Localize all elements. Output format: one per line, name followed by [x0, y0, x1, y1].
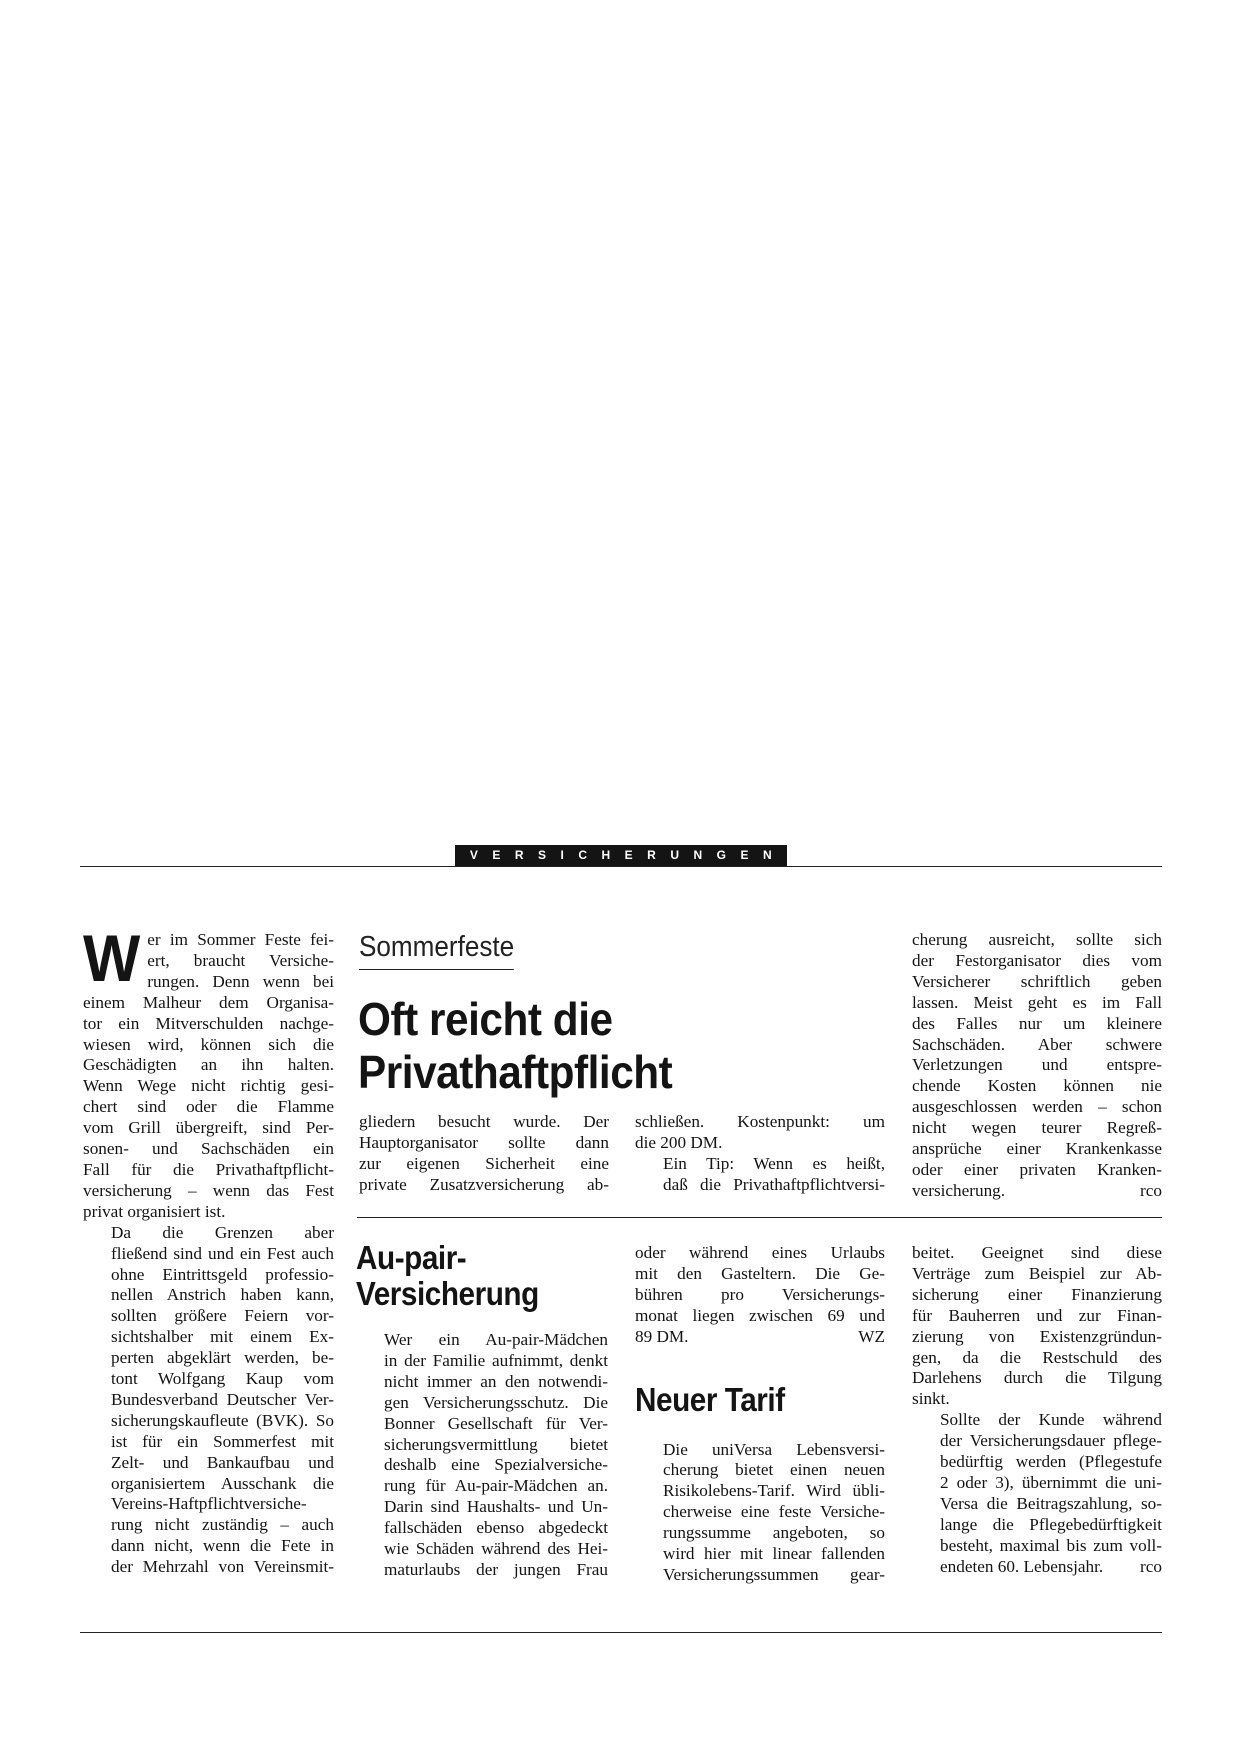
text-line: Hauptorganisator sollte dann	[359, 1132, 609, 1152]
text-line: rungssumme angeboten, so	[663, 1523, 885, 1543]
text-line: sicherungsvermittlung bietet	[384, 1434, 608, 1454]
text-line: rung nicht zuständig – auch	[111, 1515, 334, 1535]
text-line: ist für ein Sommerfest mit	[111, 1431, 334, 1451]
text-line: sichtshalber mit einem Ex-	[111, 1327, 334, 1347]
text-line: Sachschäden. Aber schwere	[912, 1034, 1162, 1054]
text-line: endeten 60. Lebensjahr.	[940, 1556, 1104, 1576]
tarif-signature: rco	[1140, 1556, 1162, 1576]
main-article-paragraph-4	[635, 1112, 885, 1154]
text-line: rung für Au-pair-Mädchen an.	[384, 1476, 608, 1496]
rubric-rule	[80, 866, 1162, 867]
headline-line-1: Oft reicht die	[358, 993, 613, 1045]
text-line: der Mehrzahl von Vereinsmit-	[111, 1557, 334, 1577]
text-line: der Festorganisator dies vom	[912, 950, 1162, 970]
text-line: wiesen wird, können sich die	[83, 1034, 334, 1054]
text-line: besteht, maximal bis zum voll-	[940, 1535, 1162, 1555]
text-line: oder einer privaten Kranken-	[912, 1159, 1162, 1179]
text-line: Geschädigten an ihn halten.	[83, 1055, 334, 1075]
text-line: daß die Privathaftpflichtversi-	[663, 1174, 885, 1194]
text-line: ohne Eintrittsgeld professio-	[111, 1264, 334, 1284]
text-line: privat organisiert ist.	[83, 1201, 226, 1221]
text-line: fallschäden ebenso abgedeckt	[384, 1518, 608, 1538]
text-line: chert sind oder die Flamme	[83, 1097, 334, 1117]
text-line: 89 DM.	[635, 1326, 689, 1346]
text-line: zierung von Existenzgründun-	[912, 1326, 1162, 1346]
text-line: zur eigenen Sicherheit eine	[359, 1153, 609, 1173]
text-line: fließend sind und ein Fest auch	[111, 1243, 334, 1263]
text-line: gliedern besucht wurde. Der	[359, 1112, 609, 1131]
text-line: sicherung einer Finanzierung	[912, 1284, 1162, 1304]
text-line: organisiertem Ausschank die	[111, 1473, 334, 1493]
main-article-paragraph-1	[83, 921, 334, 1223]
text-line: gen, da die Restschuld des	[912, 1347, 1162, 1367]
tarif-article-column-2	[912, 1243, 1162, 1578]
text-line: versicherung.	[912, 1180, 1006, 1200]
text-line: Bonner Gesellschaft für Ver-	[384, 1413, 608, 1433]
text-line: Verletzungen und entspre-	[912, 1055, 1162, 1075]
text-line: cherweise eine feste Versiche-	[663, 1502, 885, 1522]
aupair-headline-line-1: Au-pair-	[356, 1239, 467, 1276]
tarif-paragraph-2	[912, 1243, 1162, 1410]
aupair-paragraph-2	[635, 1243, 885, 1348]
main-article-paragraph-6	[912, 930, 1162, 1202]
aupair-headline	[356, 1240, 583, 1312]
text-line: Versa die Beitragszahlung, so-	[940, 1493, 1162, 1513]
section-rubric: VERSICHERUNGEN	[455, 845, 787, 866]
text-line: ert, braucht Versiche-	[147, 950, 334, 970]
text-line: private Zusatzversicherung ab-	[359, 1174, 609, 1194]
text-line: Versicherungssummen gear-	[663, 1564, 885, 1584]
main-article-paragraph-3	[359, 1112, 609, 1196]
main-article-paragraph-5	[635, 1154, 885, 1196]
drop-cap: W	[83, 921, 139, 995]
text-line: maturlaubs der jungen Frau	[384, 1559, 608, 1579]
text-line: vom Grill übergreift, sind Per-	[83, 1118, 334, 1138]
headline-line-2: Privathaftpflicht	[358, 1046, 673, 1098]
text-line: bedürftig werden (Pflegestufe	[940, 1452, 1162, 1472]
tarif-paragraph-1	[635, 1440, 885, 1586]
text-line: nellen Anstrich haben kann,	[111, 1285, 334, 1305]
text-line: er im Sommer Feste fei-	[147, 930, 334, 949]
text-line: cherung bietet einen neuen	[663, 1460, 885, 1480]
main-article-signature: rco	[1140, 1180, 1162, 1200]
text-line: einem Malheur dem Organisa-	[83, 992, 334, 1012]
text-line: die 200 DM.	[635, 1132, 723, 1152]
text-line: sinkt.	[912, 1389, 950, 1409]
text-line: sollten größere Feiern vor-	[111, 1306, 334, 1326]
text-line: ansprüche einer Krankenkasse	[912, 1139, 1162, 1159]
text-line: dann nicht, wenn die Fete in	[111, 1536, 334, 1556]
text-line: deshalb eine Spezialversiche-	[384, 1455, 608, 1475]
text-line: Da die Grenzen aber	[111, 1222, 334, 1242]
text-line: oder während eines Urlaubs	[635, 1243, 885, 1262]
text-line: sicherungskaufleute (BVK). So	[111, 1410, 334, 1430]
text-line: Verträge zum Beispiel zur Ab-	[912, 1263, 1162, 1283]
aupair-article-column-2	[635, 1243, 885, 1586]
text-line: Darlehens durch die Tilgung	[912, 1368, 1162, 1388]
text-line: mit den Gasteltern. Die Ge-	[635, 1263, 885, 1283]
text-line: Vereins-Haftpflichtversiche-	[111, 1494, 307, 1514]
aupair-signature: WZ	[858, 1326, 885, 1346]
article-separator-rule	[357, 1217, 1162, 1218]
aupair-headline-line-2: Versicherung	[356, 1275, 539, 1312]
text-line: schließen. Kostenpunkt: um	[635, 1112, 885, 1131]
text-line: 2 oder 3), übernimmt die uni-	[940, 1472, 1162, 1492]
text-line: nicht wegen teurer Regreß-	[912, 1118, 1162, 1138]
text-line: Versicherer schriftlich geben	[912, 971, 1162, 991]
aupair-article-column-1	[356, 1240, 608, 1581]
text-line: rungen. Denn wenn bei	[147, 971, 334, 991]
text-line: Risikolebens-Tarif. Wird übli-	[663, 1481, 885, 1501]
text-line: Zelt- und Bankaufbau und	[111, 1452, 334, 1472]
text-line: tor ein Mitverschulden nachge-	[83, 1013, 334, 1033]
article-headline	[358, 993, 672, 1099]
text-line: monat liegen zwischen 69 und	[635, 1305, 885, 1325]
tarif-paragraph-3	[912, 1410, 1162, 1577]
article-kicker: Sommerfeste	[359, 929, 514, 970]
main-article-column-2	[359, 1112, 609, 1196]
text-line: wird hier mit linear fallenden	[663, 1544, 885, 1564]
text-line: sonen- und Sachschäden ein	[83, 1139, 334, 1159]
aupair-paragraph-1	[356, 1330, 608, 1581]
text-line: perten abgeklärt werden, be-	[111, 1348, 334, 1368]
main-article-column-3	[635, 1112, 885, 1196]
text-line: bühren pro Versicherungs-	[635, 1284, 885, 1304]
main-article-column-1	[83, 921, 334, 1578]
text-line: Die uniVersa Lebensversi-	[663, 1439, 885, 1459]
text-line: cherung ausreicht, sollte sich	[912, 930, 1162, 949]
text-line: ausgeschlossen werden – schon	[912, 1097, 1162, 1117]
text-line: gen Versicherungsschutz. Die	[384, 1392, 608, 1412]
main-article-paragraph-2	[83, 1223, 334, 1578]
main-article-column-4	[912, 930, 1162, 1202]
page-bottom-rule	[80, 1632, 1162, 1633]
text-line: Wer ein Au-pair-Mädchen	[384, 1330, 608, 1349]
text-line: in der Familie aufnimmt, denkt	[384, 1350, 608, 1370]
text-line: der Versicherungsdauer pflege-	[940, 1431, 1162, 1451]
text-line: versicherung – wenn das Fest	[83, 1180, 334, 1200]
text-line: Fall für die Privathaftpflicht-	[83, 1159, 334, 1179]
text-line: chende Kosten können nie	[912, 1076, 1162, 1096]
text-line: des Falles nur um kleinere	[912, 1013, 1162, 1033]
tarif-headline: Neuer Tarif	[635, 1380, 785, 1418]
text-line: Darin sind Haushalts- und Un-	[384, 1497, 608, 1517]
text-line: für Bauherren und zur Finan-	[912, 1305, 1162, 1325]
text-line: nicht immer an den notwendi-	[384, 1371, 608, 1391]
text-line: Wenn Wege nicht richtig gesi-	[83, 1076, 334, 1096]
text-line: wie Schäden während des Hei-	[384, 1539, 608, 1559]
text-line: Sollte der Kunde während	[940, 1410, 1162, 1430]
text-line: beitet. Geeignet sind diese	[912, 1243, 1162, 1262]
text-line: Ein Tip: Wenn es heißt,	[663, 1153, 885, 1173]
text-line: Bundesverband Deutscher Ver-	[111, 1389, 334, 1409]
text-line: tont Wolfgang Kaup vom	[111, 1369, 334, 1389]
text-line: lassen. Meist geht es im Fall	[912, 992, 1162, 1012]
text-line: lange die Pflegebedürftigkeit	[940, 1514, 1162, 1534]
